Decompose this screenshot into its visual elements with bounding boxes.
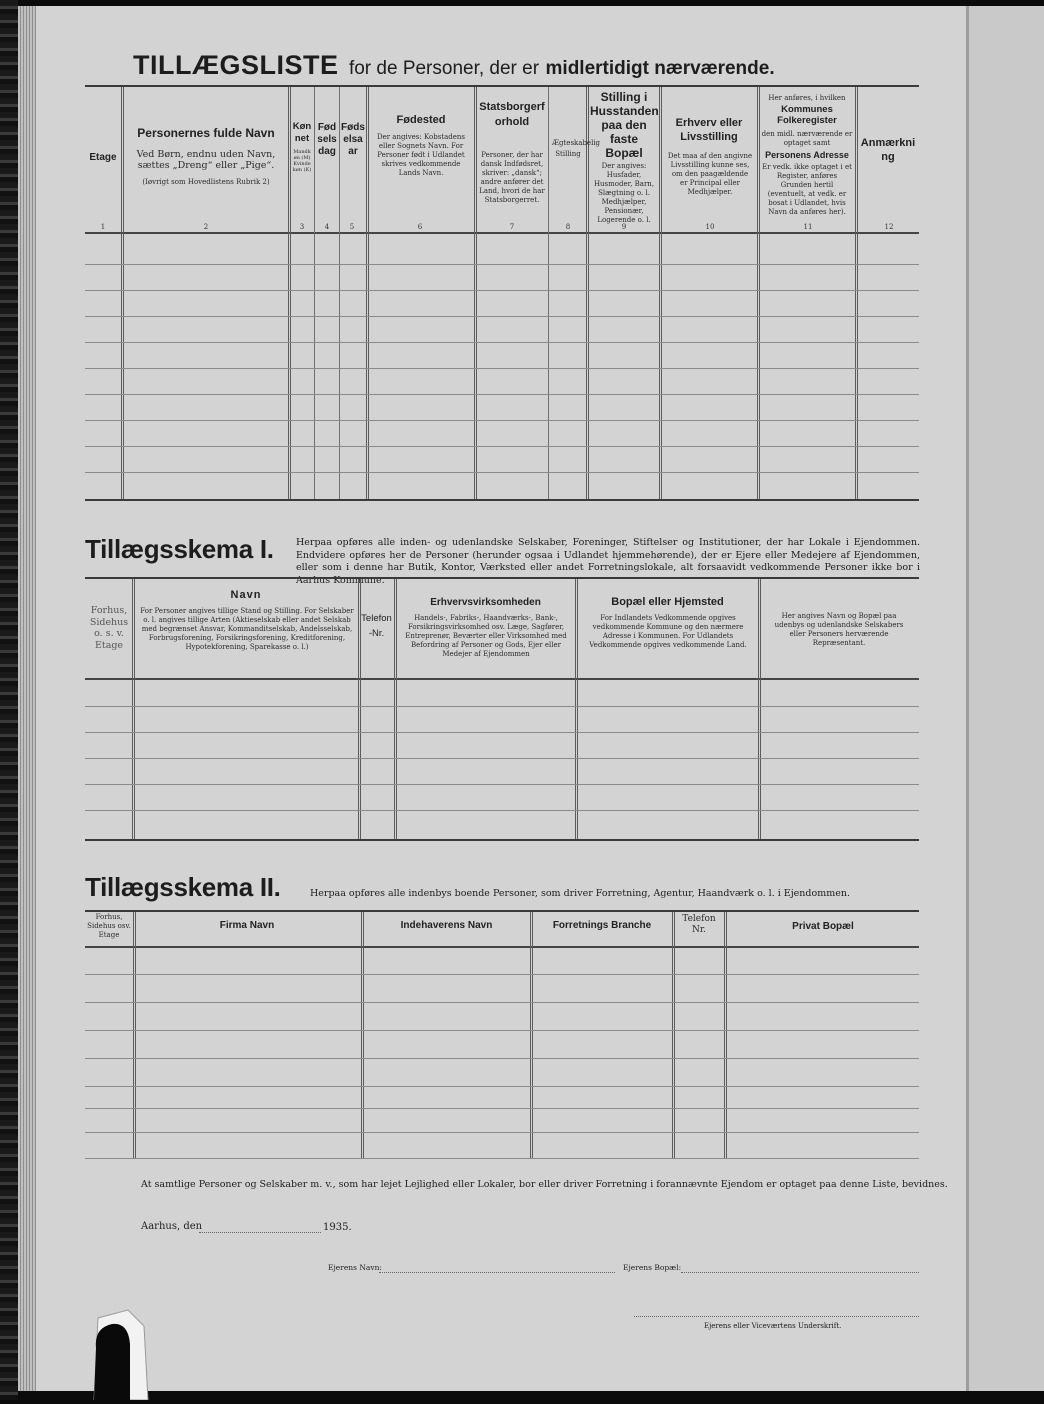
s2-row-rule	[85, 1132, 919, 1133]
t1-colnum-7: 7	[509, 223, 515, 231]
s1-vline-4	[575, 579, 578, 839]
s2-vline-5	[724, 912, 727, 1158]
t1-vline-7	[548, 87, 549, 499]
form-page	[36, 6, 966, 1391]
t1-colnum-4: 4	[324, 223, 330, 231]
t1-col5-title: Fødselsaar	[341, 122, 365, 157]
place-date-label: Aarhus, den	[141, 1221, 203, 1232]
t1-col7-title: Statsborgerforhold	[479, 101, 545, 128]
t1-col9-note: Der angives: Husfader, Husmoder, Barn, Slægtning o. l. Medhjælper, Pensionær, Logerende o. l.	[593, 162, 655, 224]
t1-row-rule	[85, 264, 919, 265]
main-title-tail: midlertidigt nærværende.	[545, 58, 775, 79]
signature-label: Ejerens eller Viceværtens Underskrift.	[704, 1322, 842, 1330]
t1-row-rule	[85, 342, 919, 343]
binder-clip	[84, 1308, 156, 1400]
s1-col-business-title: Erhvervsvirksomheden	[430, 597, 541, 608]
t1-row-rule	[85, 472, 919, 473]
t1-col2-title: Personernes fulde Navn	[137, 126, 275, 140]
table1-header-rule	[85, 232, 919, 234]
t1-vline-6	[474, 87, 477, 499]
t1-vline-5	[366, 87, 369, 499]
t1-col11-note: Er vedk. ikke optaget i et Register, anføres Grunden hertil (eventuelt, at vedk. er bosat i Udlandet, hvis Navn da anføres her).	[762, 163, 852, 216]
table1-bottom-rule	[85, 499, 919, 501]
t1-row-rule	[85, 316, 919, 317]
t1-col11-pre: Her anføres, i hvilken	[768, 94, 846, 102]
skema2-intro: Herpaa opføres alle indenbys boende Personer, som driver Forretning, Agentur, Haandværk o. l. i Ejendommen.	[310, 888, 850, 899]
s1-row-rule	[85, 706, 919, 707]
s1-col-business-note: Handels-, Fabriks-, Haandværks-, Bank-, Forsikringsvirksomhed osv. Læge, Sagfører, Entreprenør, Beværter eller Virksomhed med Befordring af Personer og Gods, Ejer eller Medejer af Ejendommen	[405, 614, 567, 658]
main-title-lead: TILLÆGSLISTE	[133, 50, 339, 80]
t1-col1-title: Etage	[89, 152, 117, 163]
skema1-top-rule	[85, 577, 919, 579]
s1-row-rule	[85, 732, 919, 733]
s2-row-rule	[85, 1086, 919, 1087]
facing-page-edge	[966, 6, 1044, 1391]
page-edges	[18, 6, 36, 1391]
skema1-title: Tillægsskema I.	[85, 534, 274, 564]
s1-col-floor: Forhus, Sidehus o. s. v. Etage	[89, 605, 129, 651]
table1-top-rule	[85, 85, 919, 87]
t1-colnum-5: 5	[349, 223, 355, 231]
t1-col9-title: Stilling i Husstanden paa den faste Bopæl	[590, 90, 659, 160]
t1-col11-title2: Personens Adresse	[765, 150, 849, 160]
t1-col10-note: Det maa af den angivne Livsstilling kunne ses, om den paagældende er Principal eller Medhjælper.	[667, 152, 753, 196]
s1-vline-1	[132, 579, 135, 839]
s1-vline-3	[394, 579, 397, 839]
t1-row-rule	[85, 368, 919, 369]
s2-row-rule	[85, 1108, 919, 1109]
s2-row-rule	[85, 1058, 919, 1059]
t1-col4-title: Fødselsdag	[317, 122, 337, 157]
t1-col2-note: Ved Børn, endnu uden Navn, sættes „Dreng“ eller „Pige“.	[136, 149, 276, 171]
t1-col8-title: Ægteskabelig Stilling	[552, 139, 601, 158]
t1-col6-title: Fødested	[396, 114, 446, 126]
t1-col6-note: Der angives: Kobstadens eller Sognets Navn. For Personer født i Udlandet skrives vedkommende Lands Navn.	[376, 133, 466, 177]
t1-col7-note: Personer, der har dansk Indfødsret, skriver: „dansk“; andre anfører det Land, hvori de har Statsborgerret.	[479, 151, 545, 204]
s1-col-phone: Telefon-Nr.	[361, 613, 392, 639]
s1-col-home-note: For Indlandets Vedkommende opgives vedkommende Kommune og den nærmere Adresse i Kommunen. For Udlandets Vedkommende opgives vedkommende Land.	[589, 614, 747, 649]
t1-colnum-11: 11	[803, 223, 813, 231]
owner-name-line[interactable]	[379, 1272, 615, 1273]
s2-col-home: Privat Bopæl	[792, 921, 854, 932]
s2-vline-3	[530, 912, 533, 1158]
t1-colnum-3: 3	[299, 223, 305, 231]
s1-col-home-title: Bopæl eller Hjemsted	[611, 596, 724, 608]
t1-col11-mid: den midl. nærværende er optaget samt	[761, 130, 853, 147]
skema1-bottom-rule	[85, 839, 919, 841]
signature-line[interactable]	[634, 1316, 919, 1317]
t1-vline-2	[288, 87, 291, 499]
t1-vline-9	[659, 87, 662, 499]
s2-vline-2	[361, 912, 364, 1158]
s1-col-name-note: For Personer angives tillige Stand og Stilling. For Selskaber o. l. angives tillige Arten (Aktieselskab eller andet Selskab med begrænset Ansvar, Kommanditselskab, Andelsselskab, Forbrugsforening, Forsikringsforening, Kreditforening, Hypotekforening, Sparekasse o. l.)	[140, 607, 354, 651]
skema2-header-rule	[85, 946, 919, 948]
t1-colnum-6: 6	[417, 223, 423, 231]
s1-col-name-title: Navn	[230, 589, 262, 601]
s2-vline-4	[672, 912, 675, 1158]
t1-vline-10	[757, 87, 760, 499]
t1-colnum-10: 10	[705, 223, 715, 231]
s1-row-rule	[85, 758, 919, 759]
t1-row-rule	[85, 290, 919, 291]
t1-colnum-9: 9	[621, 223, 627, 231]
s2-col-firm: Firma Navn	[219, 920, 275, 931]
t1-vline-8	[586, 87, 589, 499]
book-binding	[0, 0, 18, 1400]
owner-name-label: Ejerens Navn:	[328, 1263, 382, 1272]
s2-row-rule	[85, 1030, 919, 1031]
t1-col11-title: Kommunes Folkeregister	[777, 104, 837, 126]
t1-vline-11	[855, 87, 858, 499]
s2-col-phone: Telefon Nr.	[682, 914, 716, 935]
t1-col3-title: Kønnet	[292, 121, 312, 144]
t1-colnum-1: 1	[100, 223, 106, 231]
owner-home-label: Ejerens Bopæl:	[623, 1263, 682, 1272]
t1-col12-title: Anmærkning	[860, 137, 916, 163]
attestation-text: At samtlige Personer og Selskaber m. v., som har lejet Lejlighed eller Lokaler, bor eller driver Forretning i forannævnte Ejendom er optaget paa denne Liste, bevidnes.	[141, 1179, 948, 1190]
t1-colnum-8: 8	[565, 223, 571, 231]
main-title	[133, 50, 953, 81]
s2-col-floor: Forhus, Sidehus osv. Etage	[87, 913, 131, 939]
skema2-top-rule	[85, 910, 919, 912]
t1-colnum-12: 12	[884, 223, 894, 231]
s1-vline-5	[758, 579, 761, 839]
t1-vline-3	[314, 87, 315, 499]
main-title-middle: for de Personer, der er	[348, 58, 540, 79]
t1-row-rule	[85, 394, 919, 395]
t1-row-rule	[85, 420, 919, 421]
t1-col3-note: Mandkøn (M) Kvindekøn (K)	[292, 149, 312, 173]
t1-row-rule	[85, 446, 919, 447]
owner-home-line[interactable]	[681, 1272, 919, 1273]
year-label: 1935.	[323, 1222, 352, 1233]
s2-row-rule	[85, 1002, 919, 1003]
s2-row-rule	[85, 974, 919, 975]
s1-col-rep-note: Her angives Navn og Bopæl paa udenbys og udenlandske Selskabers eller Personers herværende Repræsentant.	[774, 612, 904, 647]
s2-vline-1	[133, 912, 136, 1158]
t1-vline-1	[121, 87, 124, 499]
t1-col10-title: Erhverv eller Livsstilling	[675, 117, 743, 143]
skema1-intro: Herpaa opføres alle inden- og udenlandske Selskaber, Foreninger, Stiftelser og Institutioner, der har Lokale i Ejendommen. Endvidere opføres her de Personer (herunder ogsaa i Udlandet hjemmehørende), der er Ejere eller Medejere af Ejendommen, eller som i denne har Butik, Kontor, Værksted eller andet Forretningslokale, alt forsaavidt vedkommende Personer ikke bor i Aarhus Kommune.	[296, 537, 920, 586]
s2-col-owner: Indehaverens Navn	[400, 920, 493, 931]
s1-row-rule	[85, 810, 919, 811]
s1-row-rule	[85, 784, 919, 785]
t1-col2-note2: (Iøvrigt som Hovedlistens Rubrik 2)	[142, 178, 270, 186]
t1-colnum-2: 2	[203, 223, 209, 231]
t1-vline-4	[339, 87, 340, 499]
skema1-header-rule	[85, 678, 919, 680]
s2-col-branch: Forretnings Branche	[552, 920, 652, 931]
s2-row-rule	[85, 1158, 919, 1159]
skema2-title: Tillægsskema II.	[85, 872, 281, 902]
date-line[interactable]	[199, 1232, 321, 1233]
